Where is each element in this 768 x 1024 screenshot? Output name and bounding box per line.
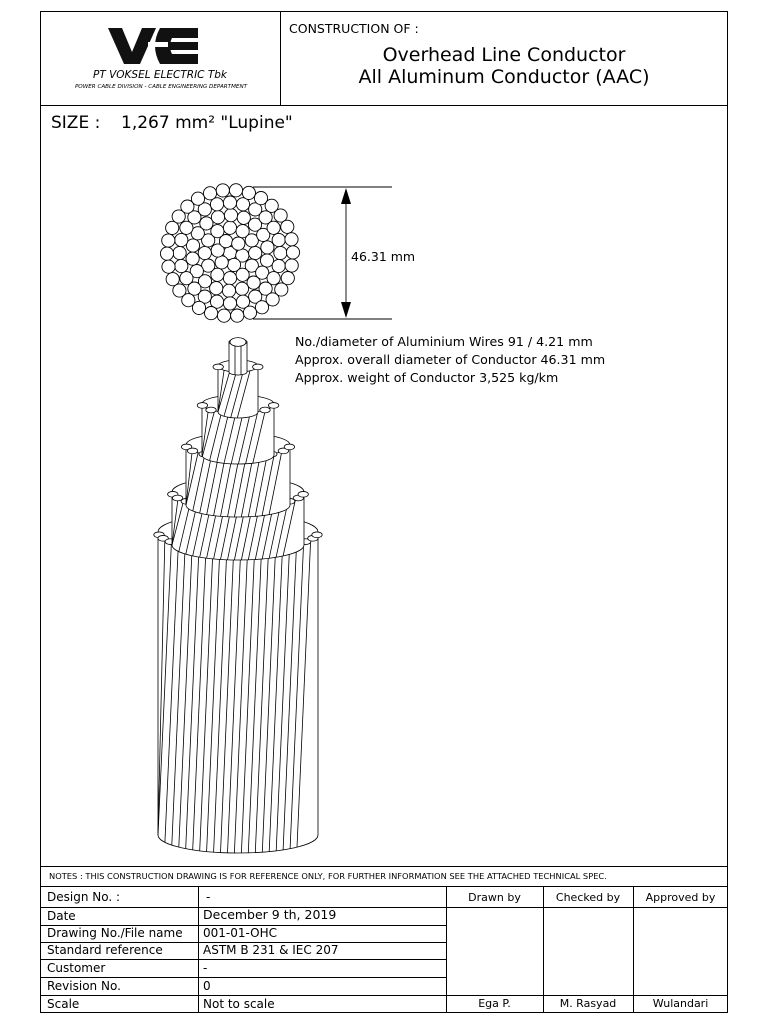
tb-label: Drawing No./File name [47, 926, 183, 940]
wire-cross-section [272, 233, 285, 246]
title-line-2: All Aluminum Conductor (AAC) [358, 66, 650, 88]
wire-end [312, 532, 322, 538]
wire-cross-section [166, 273, 179, 286]
wire-end [284, 444, 294, 450]
tb-col-divider-1 [198, 886, 199, 1013]
wire-cross-section [285, 259, 298, 272]
wire-end [253, 364, 263, 370]
tb-col-divider-3 [543, 886, 544, 1013]
wire-end [187, 448, 197, 454]
tb-label: Standard reference [47, 943, 163, 957]
spec-weight: Approx. weight of Conductor 3,525 kg/km [295, 370, 559, 385]
wire-cross-section [215, 256, 228, 269]
wire-cross-section [243, 306, 256, 319]
logo-divider [280, 11, 281, 105]
wire-cross-section [162, 260, 175, 273]
drawn-by-label: Drawn by [468, 891, 521, 904]
tb-value: - [203, 961, 208, 975]
tb-value: December 9 th, 2019 [203, 907, 337, 922]
tb-value: - [206, 890, 211, 904]
checked-by-name: M. Rasyad [559, 997, 617, 1010]
wire-end [268, 403, 278, 409]
company-division: POWER CABLE DIVISION - CABLE ENGINEERING DEPARTMENT [74, 84, 248, 90]
drawn-by-name: Ega P. [478, 997, 511, 1010]
size-value: 1,267 mm² "Lupine" [121, 113, 293, 133]
wire-cross-section [198, 246, 211, 259]
tb-label: Revision No. [47, 979, 121, 993]
wire-cross-section [173, 246, 186, 259]
notes-text: NOTES : THIS CONSTRUCTION DRAWING IS FOR REFERENCE ONLY, FOR FURTHER INFORMATION SEE THE ATTACHED TECHNICAL SPEC. [49, 871, 607, 881]
wire-end [298, 491, 308, 497]
wire-cross-section [231, 309, 244, 322]
wire-cross-section [249, 246, 262, 259]
wire-cross-section [223, 196, 236, 209]
wire-cross-section [162, 234, 175, 247]
wire-cross-section [217, 309, 230, 322]
wire-cross-section [281, 220, 294, 233]
wire-cross-section [175, 259, 188, 272]
wire-cross-section [229, 184, 242, 197]
checked-by-label: Checked by [555, 891, 621, 904]
wire-cross-section [223, 221, 236, 234]
wire-cross-section [175, 233, 188, 246]
wire-end [197, 403, 207, 409]
conductor-layer-body [158, 532, 318, 853]
wire-cross-section [191, 192, 204, 205]
tb-row-line [40, 995, 728, 996]
wire-end [260, 407, 270, 413]
wire-cross-section [235, 282, 248, 295]
construction-of-label: CONSTRUCTION OF : [289, 21, 419, 36]
wire-cross-section [242, 186, 255, 199]
wire-cross-section [260, 254, 273, 267]
size-label: SIZE : [51, 113, 101, 133]
tb-label: Scale [47, 997, 80, 1011]
wire-cross-section [261, 241, 274, 254]
wire-cross-section [186, 239, 199, 252]
notes-top-line [40, 866, 728, 867]
spec-diameter: Approx. overall diameter of Conductor 46.31 mm [295, 352, 606, 367]
wire-cross-section [180, 272, 193, 285]
tb-row-line [40, 977, 446, 978]
spec-wires: No./diameter of Aluminium Wires 91 / 4.21 mm [295, 334, 593, 349]
wire-cross-section [211, 225, 224, 238]
stranded-conductor-drawing [150, 330, 330, 860]
tb-value: ASTM B 231 & IEC 207 [203, 943, 339, 957]
voksel-logo [108, 28, 200, 64]
wire-cross-section [285, 233, 298, 246]
tb-row-line [446, 907, 728, 908]
wire-cross-section [223, 297, 236, 310]
diameter-dimension-label: 46.31 mm [351, 249, 416, 264]
tb-row-line [40, 959, 446, 960]
header-divider [40, 105, 728, 106]
wire-cross-section [274, 246, 287, 259]
wire-cross-section [205, 307, 218, 320]
tb-label: Customer [47, 961, 106, 975]
wire-end [230, 338, 246, 347]
wire-cross-section [272, 259, 285, 272]
drawing-sheet [40, 11, 728, 1013]
tb-value: 0 [203, 979, 211, 993]
tb-value: Not to scale [203, 997, 275, 1011]
wire-cross-section [224, 209, 237, 222]
title-line-1: Overhead Line Conductor [382, 44, 626, 66]
approved-by-name: Wulandari [652, 997, 709, 1010]
tb-col-divider-2 [446, 886, 447, 1013]
wire-cross-section [223, 272, 236, 285]
tb-label: Date [47, 909, 76, 923]
conductor-layer-body [229, 342, 247, 375]
wire-cross-section [200, 217, 213, 230]
wire-cross-section [160, 247, 173, 260]
wire-cross-section [216, 184, 229, 197]
wire-cross-section [255, 301, 268, 314]
wire-end [213, 364, 223, 370]
wire-cross-section [222, 284, 235, 297]
wire-cross-section [211, 211, 224, 224]
wire-end [206, 407, 216, 413]
wire-cross-section [247, 276, 260, 289]
wire-cross-section [186, 252, 199, 265]
company-name: PT VOKSEL ELECTRIC Tbk [93, 69, 227, 81]
wire-cross-section [267, 221, 280, 234]
notes-bottom-line [40, 886, 728, 887]
tb-col-divider-4 [633, 886, 634, 1013]
wire-cross-section [236, 268, 249, 281]
approved-by-label: Approved by [645, 891, 716, 904]
wire-cross-section [232, 237, 245, 250]
wire-cross-section [203, 187, 216, 200]
tb-label: Design No. : [47, 890, 121, 904]
wire-cross-section [286, 246, 299, 259]
tb-value: 001-01-OHC [203, 926, 278, 940]
